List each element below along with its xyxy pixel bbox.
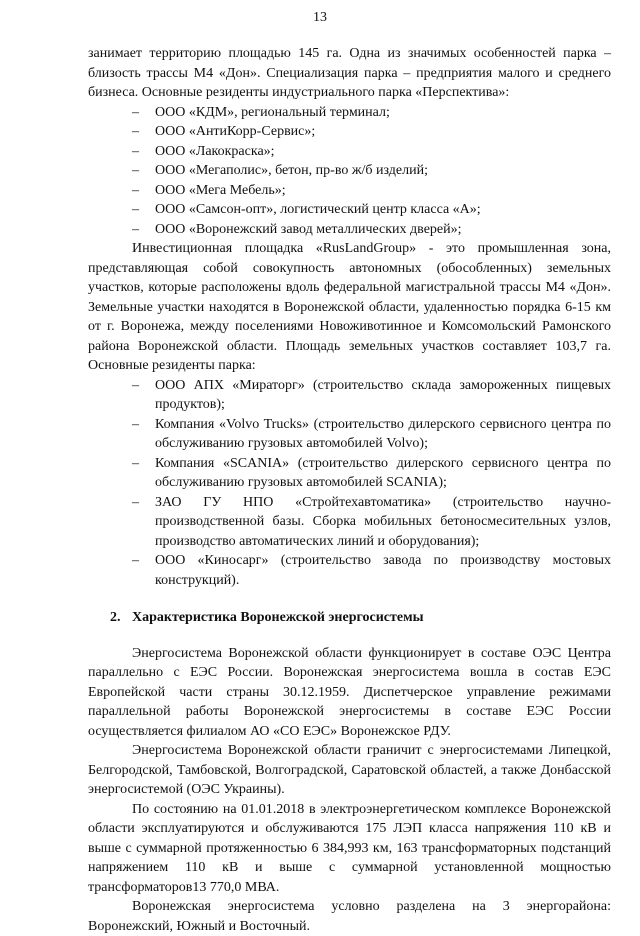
list-item: – ООО «КДМ», региональный терминал;: [88, 103, 611, 123]
section-paragraph: Воронежская энергосистема условно разделена на 3 энергорайона: Воронежский, Южный и Восточный.: [88, 899, 611, 934]
list-item: – ООО «Киносарг» (строительство завода по производству мостовых конструкций).: [88, 551, 611, 590]
perspektiva-residents-list: [88, 103, 611, 240]
list-item: – ООО «Самсон-опт», логистический центр класса «А»;: [88, 200, 611, 220]
section-paragraph: По состоянию на 01.01.2018 в электроэнергетическом комплексе Воронежской области эксплуатируются и обслуживаются 175 ЛЭП класса напряжения 110 кВ и выше с суммарной протяженностью 6 384,993 км, 163 трансформаторных подстанций напряжением 110 кВ и выше с суммарной установленной мощностью трансформаторов13 770,0 МВА.: [88, 801, 611, 895]
list-item: – ООО «Мега Мебель»;: [88, 181, 611, 201]
list-item: – ООО «АнтиКорр-Сервис»;: [88, 122, 611, 142]
section-heading: [88, 608, 611, 628]
list-item: – ЗАО ГУ НПО «Стройтехавтоматика» (строительство научно-производственной базы. Сборка мобильных бетоносмесительных узлов, производство автоматических линий и оборудования);: [88, 493, 611, 552]
rusland-paragraph: Инвестиционная площадка «RusLandGroup» - это промышленная зона, представляющая собой совокупность автономных (обособленных) земельных участков, которые расположены вдоль федеральной магистральной трассы М4 «Дон». Земельные участки находятся в Воронежской области, удаленностью порядка 6-15 км от г. Воронежа, между поселениями Новоживотинное и Комсомольский Рамонского района Воронежской области. Площадь земельных участков составляет 103,7 га. Основные резиденты парка:: [88, 241, 611, 373]
list-item: – ООО «Лакокраска»;: [88, 142, 611, 162]
list-item: – Компания «Volvo Trucks» (строительство дилерского сервисного центра по обслуживанию грузовых автомобилей Volvo);: [88, 415, 611, 454]
list-item: – Компания «SCANIA» (строительство дилерского сервисного центра по обслуживанию грузовых автомобилей SCANIA);: [88, 454, 611, 493]
section-title: Характеристика Воронежской энергосистемы: [132, 610, 424, 625]
page-content: [88, 44, 611, 936]
page-number: 13: [313, 10, 327, 25]
rusland-residents-list: [88, 376, 611, 591]
section-paragraph: Энергосистема Воронежской области функционирует в составе ОЭС Центра параллельно с ЕЭС России. Воронежская энергосистема вошла в состав ЕЭС Европейской части страны 30.12.1959. Диспетчерское управление режимами параллельной работы Воронежской энергосистемы в составе ЕЭС России осуществляется филиалом АО «СО ЕЭС» Воронежское РДУ.: [88, 645, 611, 739]
section-number: 2.: [110, 610, 121, 625]
list-item: – ООО «Мегаполис», бетон, пр-во ж/б изделий;: [88, 161, 611, 181]
list-item: – ООО АПХ «Мираторг» (строительство склада замороженных пищевых продуктов);: [88, 376, 611, 415]
section-paragraph: Энергосистема Воронежской области граничит с энергосистемами Липецкой, Белгородской, Тамбовской, Волгоградской, Саратовской областей, а также Донбасской энергосистемой (ОЭС Украины).: [88, 743, 611, 797]
intro-paragraph: занимает территорию площадью 145 га. Одна из значимых особенностей парка – близость трассы М4 «Дон». Специализация парка – предприятия малого и среднего бизнеса. Основные резиденты индустриального парка «Перспектива»:: [88, 46, 611, 100]
list-item: – ООО «Воронежский завод металлических дверей»;: [88, 220, 611, 240]
